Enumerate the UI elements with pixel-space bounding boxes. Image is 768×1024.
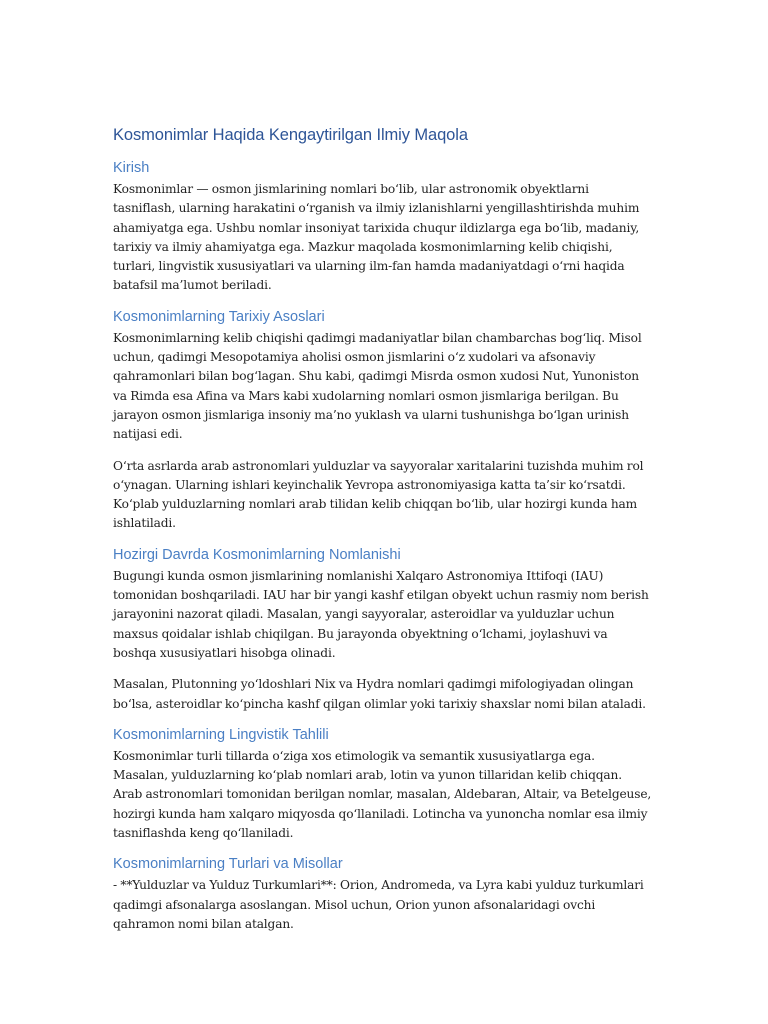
paragraph: Kosmonimlar — osmon jismlarining nomlari bo‘lib, ular astronomik obyektlarni tasniflash, ularning harakatini o‘rganish va ilmiy izlanishlarni yengillashtirishda muhim ahamiyatga ega. Ushbu nomlar insoniyat tarixida chuqur ildizlarga ega bo‘lib, madaniy, tarixiy va ilmiy ahamiyatga ega. Mazkur maqolada kosmonimlarning kelib chiqishi, turlari, lingvistik xususiyatlari va ularning ilm-fan hamda madaniyatdagi o‘rni haqida batafsil ma’lumot beriladi. — [113, 182, 640, 293]
section-heading: Kirish — [113, 160, 150, 176]
paragraph: Bugungi kunda osmon jismlarining nomlanishi Xalqaro Astronomiya Ittifoqi (IAU) tomonidan boshqariladi. IAU har bir yangi kashf etilgan obyekt uchun rasmiy nom berish jarayonini nazorat qiladi. Masalan, yangi sayyoralar, asteroidlar va yulduzlar uchun maxsus qoidalar ishlab chiqilgan. Bu jarayonda obyektning o‘lchami, joylashuvi va boshqa xususiyatlari hisobga olinadi. — [113, 568, 649, 660]
list-item: - **Yulduzlar va Yulduz Turkumlari**: Orion, Andromeda, va Lyra kabi yulduz turkumlari qadimgi afsonalarga asoslangan. Misol uchun, Orion yunon afsonalaridagi ovchi qahramon nomi bilan atalgan. — [113, 878, 644, 931]
section-historical-basis — [113, 308, 653, 534]
document-page — [113, 124, 653, 946]
section-heading: Hozirgi Davrda Kosmonimlarning Nomlanishi — [113, 546, 401, 563]
section-heading: Kosmonimlarning Turlari va Misollar — [113, 856, 343, 873]
paragraph: Kosmonimlarning kelib chiqishi qadimgi madaniyatlar bilan chambarchas bog‘liq. Misol uchun, qadimgi Mesopotamiya aholisi osmon jismlarini o‘z xudolari va afsonaviy qahramonlari bilan bog‘lagan. Shu kabi, qadimgi Misrda osmon xudosi Nut, Yunoniston va Rimda esa Afina va Mars kabi xudolarning nomlari osmon jismlariga berilgan. Bu jarayon osmon jismlariga insoniy ma’no yuklash va ularni tushunishga bo‘lgan urinish natijasi edi. — [113, 330, 642, 442]
section-modern-naming — [113, 546, 653, 714]
paragraph: Masalan, Plutonning yo‘ldoshlari Nix va Hydra nomlari qadimgi mifologiyadan olingan bo‘lsa, asteroidlar ko‘pincha kashf qilgan olimlar yoki tarixiy shaxslar nomi bilan ataladi. — [113, 677, 646, 711]
paragraph: O‘rta asrlarda arab astronomlari yulduzlar va sayyoralar xaritalarini tuzishda muhim rol o‘ynagan. Ularning ishlari keyinchalik Yevropa astronomiyasiga katta ta’sir ko‘rsatdi. Ko‘plab yulduzlarning nomlari arab tilidan kelib chiqqan bo‘lib, ular hozirgi kunda ham ishlatiladi. — [113, 458, 644, 531]
section-types-examples — [113, 855, 653, 934]
document-title: Kosmonimlar Haqida Kengaytirilgan Ilmiy Maqola — [113, 126, 468, 144]
section-linguistic-analysis — [113, 726, 653, 843]
section-heading: Kosmonimlarning Tarixiy Asoslari — [113, 308, 325, 325]
paragraph: Kosmonimlar turli tillarda o‘ziga xos etimologik va semantik xususiyatlarga ega. Masalan, yulduzlarning ko‘plab nomlari arab, lotin va yunon tillaridan kelib chiqqan. Arab astronomlari tomonidan berilgan nomlar, masalan, Aldebaran, Altair, va Betelgeuse, hozirgi kunda ham xalqaro miqyosda qo‘llaniladi. Lotincha va yunoncha nomlar esa ilmiy tasniflashda keng qo‘llaniladi. — [113, 748, 652, 841]
section-heading: Kosmonimlarning Lingvistik Tahlili — [113, 726, 329, 743]
section-introduction — [113, 159, 653, 296]
